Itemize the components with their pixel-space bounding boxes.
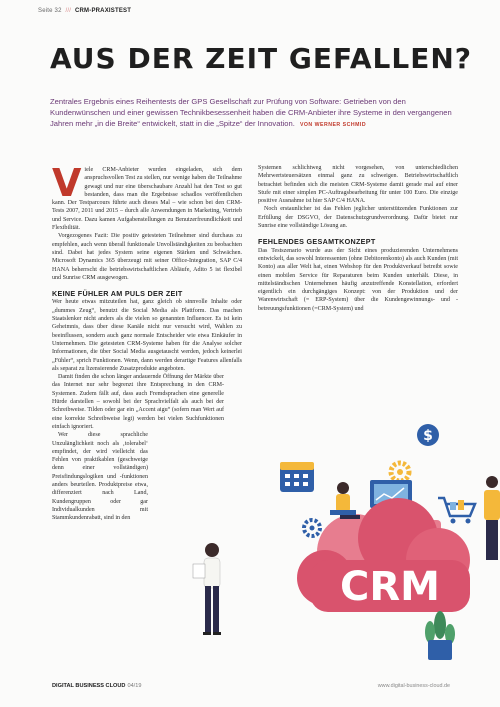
running-head xyxy=(38,8,131,14)
crm-illustration xyxy=(170,410,500,680)
dollar-icon xyxy=(417,424,439,446)
cart-icon xyxy=(438,498,475,524)
person-standing xyxy=(193,543,221,635)
footer-magazine xyxy=(52,683,141,689)
issue-number: 04/19 xyxy=(127,683,142,689)
byline: VON WERNER SCHMID xyxy=(299,122,367,129)
crm-label: CRM xyxy=(340,564,440,610)
calendar-icon xyxy=(280,462,314,492)
body-paragraph: Vorgezogenes Fazit: Die positiv getesteten Teilnehmer sind durchaus zu empfehlen, auch wenn überall funktionale Unvollständigkeiten zu beobachten sind. Dabei hat jedes System seine eigenen Stärken und Schwächen. Microsoft Dynamics 365 überzeugt mit seiner Office-Integration, SAP C/4 HANA beherrscht die betriebswirtschaftlichen Abläufe, Adito 5 ist flexibel und Sunrise CRM ausgewogen. xyxy=(52,233,242,281)
section-subhead: FEHLENDES GESAMTKONZEPT xyxy=(258,237,376,247)
page-number: Seite 32 xyxy=(38,8,62,14)
body-paragraph: Damit finden die schon länger andauernde Öffnung der Märkte über das Internet nur sehr begrenzt ihre Entsprechung in den CRM-Systemen. Zudem fällt auf, dass auch Fremdsprachen eine generelle Hürde darstellen – sowohl bei der Sprachvielfalt als auch bei der Schreibweise. Tilden oder gar ein „Accent aigu“ (sofern man Wert auf eine korrekte Schreibweise legt) werden bei vielen Suchfunktionen einfach ignoriert. xyxy=(52,374,224,430)
body-paragraph: Wer diese sprachliche Unzulänglichkeit noch als ‚tolerabel‘ empfindet, der wird vielleicht das Fehlen von praktikablen (geschweige denn einer vollständigen) Preisfindungslogiken und -funktionen anders beurteilen. Produktpreise etwa, differenziert nach Land, Kundengruppen oder gar Individualkunden mit Stammkundenrabatt, sind in den xyxy=(52,432,148,522)
magazine-name: DIGITAL BUSINESS CLOUD xyxy=(52,683,126,689)
paragraph-text: iele CRM-Anbieter wurden eingeladen, sich dem anspruchsvollen Test zu stellen, nur wenige haben die Teilnahme gewagt und nur eine überschaubare Anzahl hat den Test so gut bestanden, dass man die Ergebnisse schadlos veröffentlichen kann. Der Testparcours führte auch dieses Mal – wie schon bei den CRM-Tests 2007, 2011 und 2015 – durch alle Anwendungen in Marketing, Vertrieb und Service. Dazu kamen Aufgabenstellungen zu Benutzerfreundlichkeit und Flexibilität. xyxy=(52,167,242,232)
body-paragraph: Wer heute etwas mitzuteilen hat, ganz gleich ob sinnvolle Inhalte oder „dummes Zeug“, benutzt die Social Media als Plattform. Das machen Staatslenker nicht anders als die vielen so genannten Influencer. Es ist kein Geheimnis, dass über diese Kanäle nicht nur versucht wird, Wahlen zu beeinflussen, sondern auch ganz normale Entscheider wie etwa Einkäufer in Unternehmen. Die getesteten CRM-Systeme haben für die Analyse solcher Informationen, die über Social Media ausgetauscht werden, jedoch keinerlei „Fühler“, sprich Funktionen. Wenn, dann werden derartige Features allenfalls als separat zu lizensierende Zusatzprodukte angeboten. xyxy=(52,299,242,372)
footer-url: www.digital-business-cloud.de xyxy=(377,683,450,689)
body-paragraph: Das Testszenario wurde aus der Sicht eines produzierenden Unternehmens entwickelt, das sowohl Interessenten (ohne Debitorenkonto) als auch Kunden (mit Konto) aus aller Welt hat, einen Webshop für den Produktverkauf betreibt sowie einen mobilen Service für Reparaturen beim Kunden unterhält. Diese, in mittelständischen Unternehmen häufig anzutreffende Konstellation, erfordert eigentlich ein durchgängiges Konzept: von der Produktion und der Warenwirtschaft (= ERP-System) über die Kundengewinnungs- und -betreuungsfunktionen (=CRM-System) und xyxy=(258,247,458,312)
body-paragraph: Systemen schlichtweg nicht vorgesehen, von unterschiedlichen Mehrwertsteuersätzen einmal ganz zu schweigen. Betriebswirtschaftlich betrachtet befinden sich die meisten CRM-Systeme damit gerade mal auf einer Stufe mit einer simplen PC-Auftragsbearbeitung für unter 100 Euro. Die einzige positive Ausnahme ist hier SAP C/4 HANA. xyxy=(258,165,458,205)
intro-paragraph xyxy=(52,161,242,232)
body-paragraph: Noch erstaunlicher ist das Fehlen jeglicher unterstützenden Funktionen zur Erfüllung der DSGVO, der Datenschutzgrundverordnung. Dafür bietet nur Sunrise eine vollständige Lösung an. xyxy=(258,206,458,230)
lead-text: Zentrales Ergebnis eines Reihentests der GPS Gesellschaft zur Prüfung von Software: Getrieben von den Kundenwünschen und einer gewissen Technikbesessenheit haben die CRM-Anbieter ihre Systeme in den vergangenen Jahren mehr „in die Breite“ entwickelt, statt in die „Spitze“ der Innovation. xyxy=(50,97,452,129)
plant-icon xyxy=(425,611,455,660)
person-partial xyxy=(484,476,500,560)
gear-icon xyxy=(304,520,320,536)
page-headline: AUS DER ZEIT GEFALLEN? xyxy=(50,42,473,75)
section-title: CRM-PRAXISTEST xyxy=(74,8,132,14)
svg-text:$: $ xyxy=(423,428,433,444)
person-with-laptop xyxy=(330,482,360,519)
right-column xyxy=(258,164,458,313)
drop-cap: V xyxy=(52,161,82,205)
section-subhead: KEINE FÜHLER AM PULS DER ZEIT xyxy=(52,289,183,299)
separator: /// xyxy=(65,8,72,14)
gear-icon xyxy=(391,463,409,481)
lead-paragraph xyxy=(50,96,460,132)
